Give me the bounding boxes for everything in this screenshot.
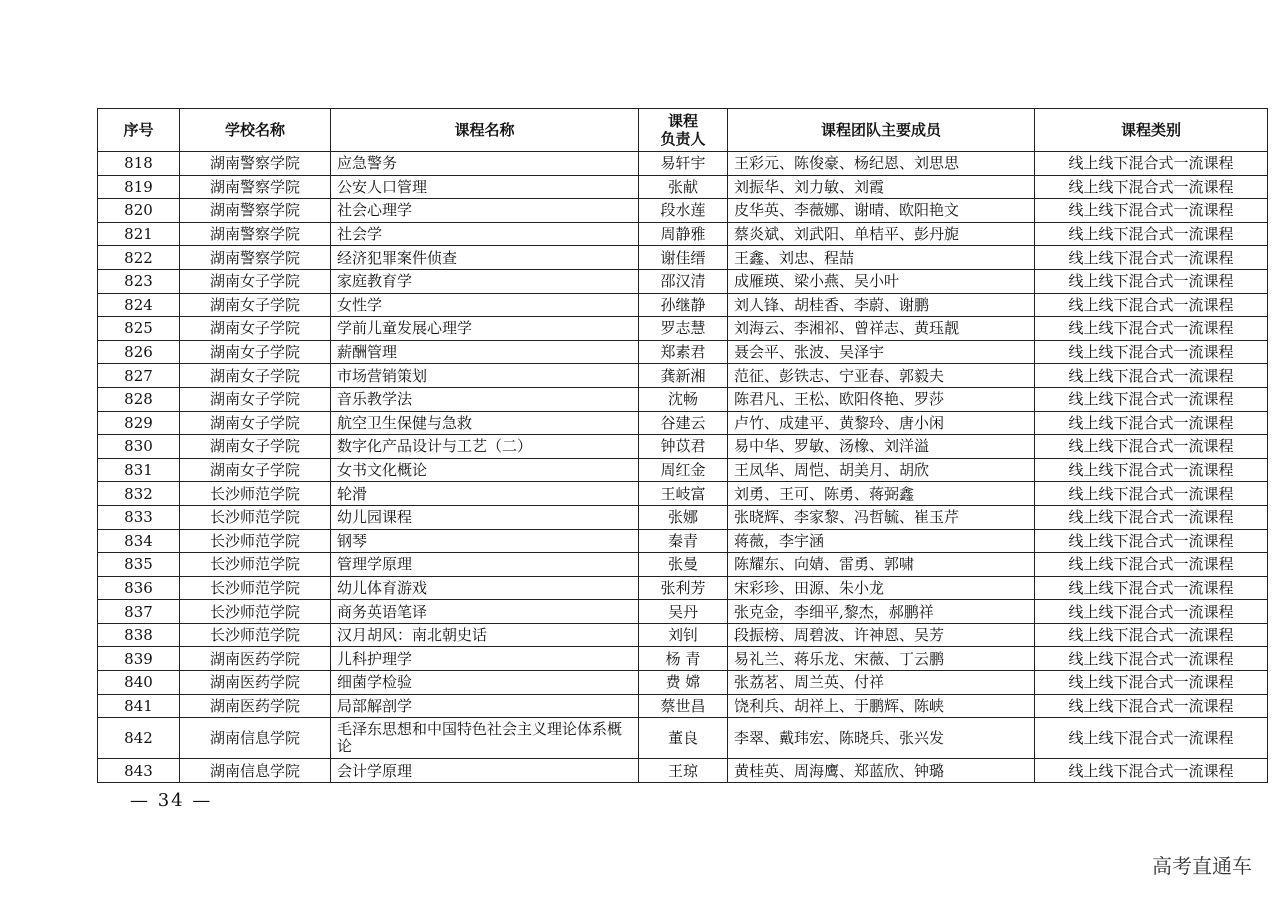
cell-team: 王凤华、周恺、胡美月、胡欣 xyxy=(728,458,1035,482)
cell-category: 线上线下混合式一流课程 xyxy=(1035,553,1268,577)
watermark-text: 高考直通车 xyxy=(1152,854,1252,878)
table-row xyxy=(98,269,1268,293)
cell-seq: 822 xyxy=(98,246,180,270)
cell-category: 线上线下混合式一流课程 xyxy=(1035,340,1268,364)
cell-course: 局部解剖学 xyxy=(331,694,639,718)
cell-school: 长沙师范学院 xyxy=(180,482,331,506)
cell-lead: 张娜 xyxy=(639,505,728,529)
table-row xyxy=(98,246,1268,270)
cell-team: 陈耀东、向婧、雷勇、郭啸 xyxy=(728,553,1035,577)
course-table xyxy=(97,108,1268,783)
cell-team: 王彩元、陈俊豪、杨纪恩、刘思思 xyxy=(728,152,1035,176)
cell-team: 段振榜、周碧波、许神恩、吴芳 xyxy=(728,623,1035,647)
cell-school: 湖南女子学院 xyxy=(180,364,331,388)
cell-school: 湖南女子学院 xyxy=(180,387,331,411)
cell-course: 毛泽东思想和中国特色社会主义理论体系概论 xyxy=(331,718,639,759)
table-row xyxy=(98,387,1268,411)
cell-seq: 830 xyxy=(98,435,180,459)
cell-course: 社会学 xyxy=(331,222,639,246)
table-row xyxy=(98,199,1268,223)
cell-category: 线上线下混合式一流课程 xyxy=(1035,623,1268,647)
table-row xyxy=(98,553,1268,577)
cell-category: 线上线下混合式一流课程 xyxy=(1035,387,1268,411)
cell-team: 黄桂英、周海鹰、郑蓝欣、钟璐 xyxy=(728,759,1035,783)
cell-team: 张克金，李细平,黎杰，郝鹏祥 xyxy=(728,600,1035,624)
cell-team: 张荔茗、周兰英、付祥 xyxy=(728,671,1035,695)
cell-lead: 王琼 xyxy=(639,759,728,783)
cell-category: 线上线下混合式一流课程 xyxy=(1035,246,1268,270)
cell-course: 数字化产品设计与工艺（二） xyxy=(331,435,639,459)
cell-school: 长沙师范学院 xyxy=(180,623,331,647)
cell-team: 刘振华、刘力敏、刘霞 xyxy=(728,175,1035,199)
cell-course: 细菌学检验 xyxy=(331,671,639,695)
cell-team: 李翠、戴玮宏、陈晓兵、张兴发 xyxy=(728,718,1035,759)
cell-team: 易礼兰、蒋乐龙、宋薇、丁云鹏 xyxy=(728,647,1035,671)
cell-lead: 钟苡君 xyxy=(639,435,728,459)
header-category: 课程类别 xyxy=(1035,109,1268,152)
cell-seq: 818 xyxy=(98,152,180,176)
cell-team: 刘海云、李湘祁、曾祥志、黄珏靓 xyxy=(728,317,1035,341)
cell-course: 管理学原理 xyxy=(331,553,639,577)
cell-category: 线上线下混合式一流课程 xyxy=(1035,600,1268,624)
table-row xyxy=(98,759,1268,783)
cell-seq: 837 xyxy=(98,600,180,624)
cell-school: 湖南警察学院 xyxy=(180,246,331,270)
cell-lead: 周静雅 xyxy=(639,222,728,246)
cell-team: 成雁瑛、梁小燕、吴小叶 xyxy=(728,269,1035,293)
cell-course: 学前儿童发展心理学 xyxy=(331,317,639,341)
cell-seq: 843 xyxy=(98,759,180,783)
cell-lead: 张献 xyxy=(639,175,728,199)
cell-category: 线上线下混合式一流课程 xyxy=(1035,759,1268,783)
header-team: 课程团队主要成员 xyxy=(728,109,1035,152)
cell-team: 张晓辉、李家黎、冯哲毓、崔玉芹 xyxy=(728,505,1035,529)
table-row xyxy=(98,317,1268,341)
cell-category: 线上线下混合式一流课程 xyxy=(1035,364,1268,388)
cell-lead: 沈畅 xyxy=(639,387,728,411)
cell-school: 湖南医药学院 xyxy=(180,671,331,695)
cell-category: 线上线下混合式一流课程 xyxy=(1035,482,1268,506)
cell-team: 易中华、罗敏、汤橡、刘洋溢 xyxy=(728,435,1035,459)
table-row xyxy=(98,152,1268,176)
cell-seq: 821 xyxy=(98,222,180,246)
cell-category: 线上线下混合式一流课程 xyxy=(1035,694,1268,718)
cell-course: 幼儿园课程 xyxy=(331,505,639,529)
cell-school: 湖南女子学院 xyxy=(180,458,331,482)
cell-course: 家庭教育学 xyxy=(331,269,639,293)
cell-category: 线上线下混合式一流课程 xyxy=(1035,269,1268,293)
cell-seq: 833 xyxy=(98,505,180,529)
cell-school: 长沙师范学院 xyxy=(180,505,331,529)
cell-lead: 郑素君 xyxy=(639,340,728,364)
table-row xyxy=(98,482,1268,506)
cell-school: 湖南警察学院 xyxy=(180,199,331,223)
cell-course: 会计学原理 xyxy=(331,759,639,783)
table-row xyxy=(98,529,1268,553)
cell-seq: 836 xyxy=(98,576,180,600)
cell-lead: 龚新湘 xyxy=(639,364,728,388)
cell-school: 湖南女子学院 xyxy=(180,340,331,364)
header-lead-line1: 课程 xyxy=(667,112,698,130)
table-row xyxy=(98,623,1268,647)
cell-seq: 826 xyxy=(98,340,180,364)
table-row xyxy=(98,222,1268,246)
cell-lead: 罗志慧 xyxy=(639,317,728,341)
cell-seq: 827 xyxy=(98,364,180,388)
cell-school: 湖南医药学院 xyxy=(180,694,331,718)
cell-team: 陈君凡、王松、欧阳佟艳、罗莎 xyxy=(728,387,1035,411)
cell-team: 饶利兵、胡祥上、于鹏辉、陈峡 xyxy=(728,694,1035,718)
cell-course: 音乐教学法 xyxy=(331,387,639,411)
cell-lead: 周红金 xyxy=(639,458,728,482)
table-body xyxy=(98,152,1268,783)
cell-lead: 杨 青 xyxy=(639,647,728,671)
cell-school: 湖南信息学院 xyxy=(180,718,331,759)
cell-seq: 831 xyxy=(98,458,180,482)
cell-school: 长沙师范学院 xyxy=(180,576,331,600)
cell-seq: 825 xyxy=(98,317,180,341)
cell-course: 社会心理学 xyxy=(331,199,639,223)
cell-course: 轮滑 xyxy=(331,482,639,506)
page-number: — 34 — xyxy=(130,790,213,811)
cell-school: 湖南女子学院 xyxy=(180,269,331,293)
cell-lead: 秦青 xyxy=(639,529,728,553)
cell-team: 蔡炎斌、刘武阳、单桔平、彭丹旎 xyxy=(728,222,1035,246)
cell-course: 公安人口管理 xyxy=(331,175,639,199)
cell-category: 线上线下混合式一流课程 xyxy=(1035,671,1268,695)
cell-school: 湖南女子学院 xyxy=(180,411,331,435)
cell-team: 卢竹、成建平、黄黎玲、唐小闲 xyxy=(728,411,1035,435)
cell-school: 湖南警察学院 xyxy=(180,175,331,199)
cell-school: 湖南警察学院 xyxy=(180,152,331,176)
cell-seq: 839 xyxy=(98,647,180,671)
cell-lead: 费 嫦 xyxy=(639,671,728,695)
cell-school: 湖南信息学院 xyxy=(180,759,331,783)
cell-seq: 842 xyxy=(98,718,180,759)
cell-seq: 835 xyxy=(98,553,180,577)
cell-lead: 谷建云 xyxy=(639,411,728,435)
cell-school: 长沙师范学院 xyxy=(180,600,331,624)
cell-seq: 820 xyxy=(98,199,180,223)
cell-team: 刘勇、王可、陈勇、蒋弼鑫 xyxy=(728,482,1035,506)
cell-seq: 824 xyxy=(98,293,180,317)
table-row xyxy=(98,458,1268,482)
table-header-row xyxy=(98,109,1268,152)
cell-category: 线上线下混合式一流课程 xyxy=(1035,293,1268,317)
cell-team: 皮华英、李薇娜、谢晴、欧阳艳文 xyxy=(728,199,1035,223)
cell-lead: 刘钊 xyxy=(639,623,728,647)
cell-category: 线上线下混合式一流课程 xyxy=(1035,647,1268,671)
cell-course: 商务英语笔译 xyxy=(331,600,639,624)
cell-lead: 董良 xyxy=(639,718,728,759)
cell-seq: 832 xyxy=(98,482,180,506)
cell-lead: 段水莲 xyxy=(639,199,728,223)
cell-lead: 邵汉清 xyxy=(639,269,728,293)
cell-seq: 828 xyxy=(98,387,180,411)
cell-category: 线上线下混合式一流课程 xyxy=(1035,411,1268,435)
table-row xyxy=(98,694,1268,718)
cell-category: 线上线下混合式一流课程 xyxy=(1035,199,1268,223)
cell-team: 范征、彭铁志、宁亚春、郭毅夫 xyxy=(728,364,1035,388)
cell-category: 线上线下混合式一流课程 xyxy=(1035,222,1268,246)
table-row xyxy=(98,671,1268,695)
table-row xyxy=(98,600,1268,624)
cell-lead: 谢佳缙 xyxy=(639,246,728,270)
cell-school: 湖南女子学院 xyxy=(180,317,331,341)
cell-school: 湖南警察学院 xyxy=(180,222,331,246)
cell-course: 薪酬管理 xyxy=(331,340,639,364)
table-row xyxy=(98,435,1268,459)
cell-course: 女性学 xyxy=(331,293,639,317)
table-row xyxy=(98,505,1268,529)
cell-lead: 孙继静 xyxy=(639,293,728,317)
header-seq: 序号 xyxy=(98,109,180,152)
header-school: 学校名称 xyxy=(180,109,331,152)
cell-school: 湖南女子学院 xyxy=(180,435,331,459)
table-row xyxy=(98,576,1268,600)
header-lead-line2: 负责人 xyxy=(660,130,706,148)
table-row xyxy=(98,175,1268,199)
cell-seq: 840 xyxy=(98,671,180,695)
cell-lead: 张曼 xyxy=(639,553,728,577)
cell-school: 湖南女子学院 xyxy=(180,293,331,317)
cell-course: 钢琴 xyxy=(331,529,639,553)
cell-seq: 838 xyxy=(98,623,180,647)
cell-lead: 王岐富 xyxy=(639,482,728,506)
cell-seq: 823 xyxy=(98,269,180,293)
cell-category: 线上线下混合式一流课程 xyxy=(1035,458,1268,482)
cell-school: 长沙师范学院 xyxy=(180,529,331,553)
cell-seq: 829 xyxy=(98,411,180,435)
cell-lead: 蔡世昌 xyxy=(639,694,728,718)
cell-course: 经济犯罪案件侦查 xyxy=(331,246,639,270)
cell-course: 幼儿体育游戏 xyxy=(331,576,639,600)
cell-course: 儿科护理学 xyxy=(331,647,639,671)
cell-category: 线上线下混合式一流课程 xyxy=(1035,576,1268,600)
cell-seq: 834 xyxy=(98,529,180,553)
cell-team: 刘人锋、胡桂香、李蔚、谢鹏 xyxy=(728,293,1035,317)
cell-category: 线上线下混合式一流课程 xyxy=(1035,435,1268,459)
table-row xyxy=(98,340,1268,364)
cell-course: 市场营销策划 xyxy=(331,364,639,388)
cell-school: 湖南医药学院 xyxy=(180,647,331,671)
table-row xyxy=(98,647,1268,671)
cell-category: 线上线下混合式一流课程 xyxy=(1035,505,1268,529)
cell-seq: 819 xyxy=(98,175,180,199)
header-lead xyxy=(639,109,728,152)
cell-seq: 841 xyxy=(98,694,180,718)
table-row xyxy=(98,364,1268,388)
cell-team: 宋彩珍、田源、朱小龙 xyxy=(728,576,1035,600)
cell-course: 女书文化概论 xyxy=(331,458,639,482)
cell-school: 长沙师范学院 xyxy=(180,553,331,577)
cell-category: 线上线下混合式一流课程 xyxy=(1035,529,1268,553)
header-course: 课程名称 xyxy=(331,109,639,152)
cell-course: 航空卫生保健与急救 xyxy=(331,411,639,435)
table-row xyxy=(98,718,1268,759)
cell-category: 线上线下混合式一流课程 xyxy=(1035,152,1268,176)
cell-team: 王鑫、刘忠、程喆 xyxy=(728,246,1035,270)
cell-category: 线上线下混合式一流课程 xyxy=(1035,175,1268,199)
cell-team: 蒋薇，李宇涵 xyxy=(728,529,1035,553)
table-row xyxy=(98,293,1268,317)
cell-lead: 易轩宇 xyxy=(639,152,728,176)
cell-team: 聂会平、张波、吴泽宇 xyxy=(728,340,1035,364)
cell-category: 线上线下混合式一流课程 xyxy=(1035,317,1268,341)
table-row xyxy=(98,411,1268,435)
cell-course: 汉月胡风：南北朝史话 xyxy=(331,623,639,647)
cell-lead: 张利芳 xyxy=(639,576,728,600)
cell-course: 应急警务 xyxy=(331,152,639,176)
cell-lead: 吴丹 xyxy=(639,600,728,624)
cell-category: 线上线下混合式一流课程 xyxy=(1035,718,1268,759)
